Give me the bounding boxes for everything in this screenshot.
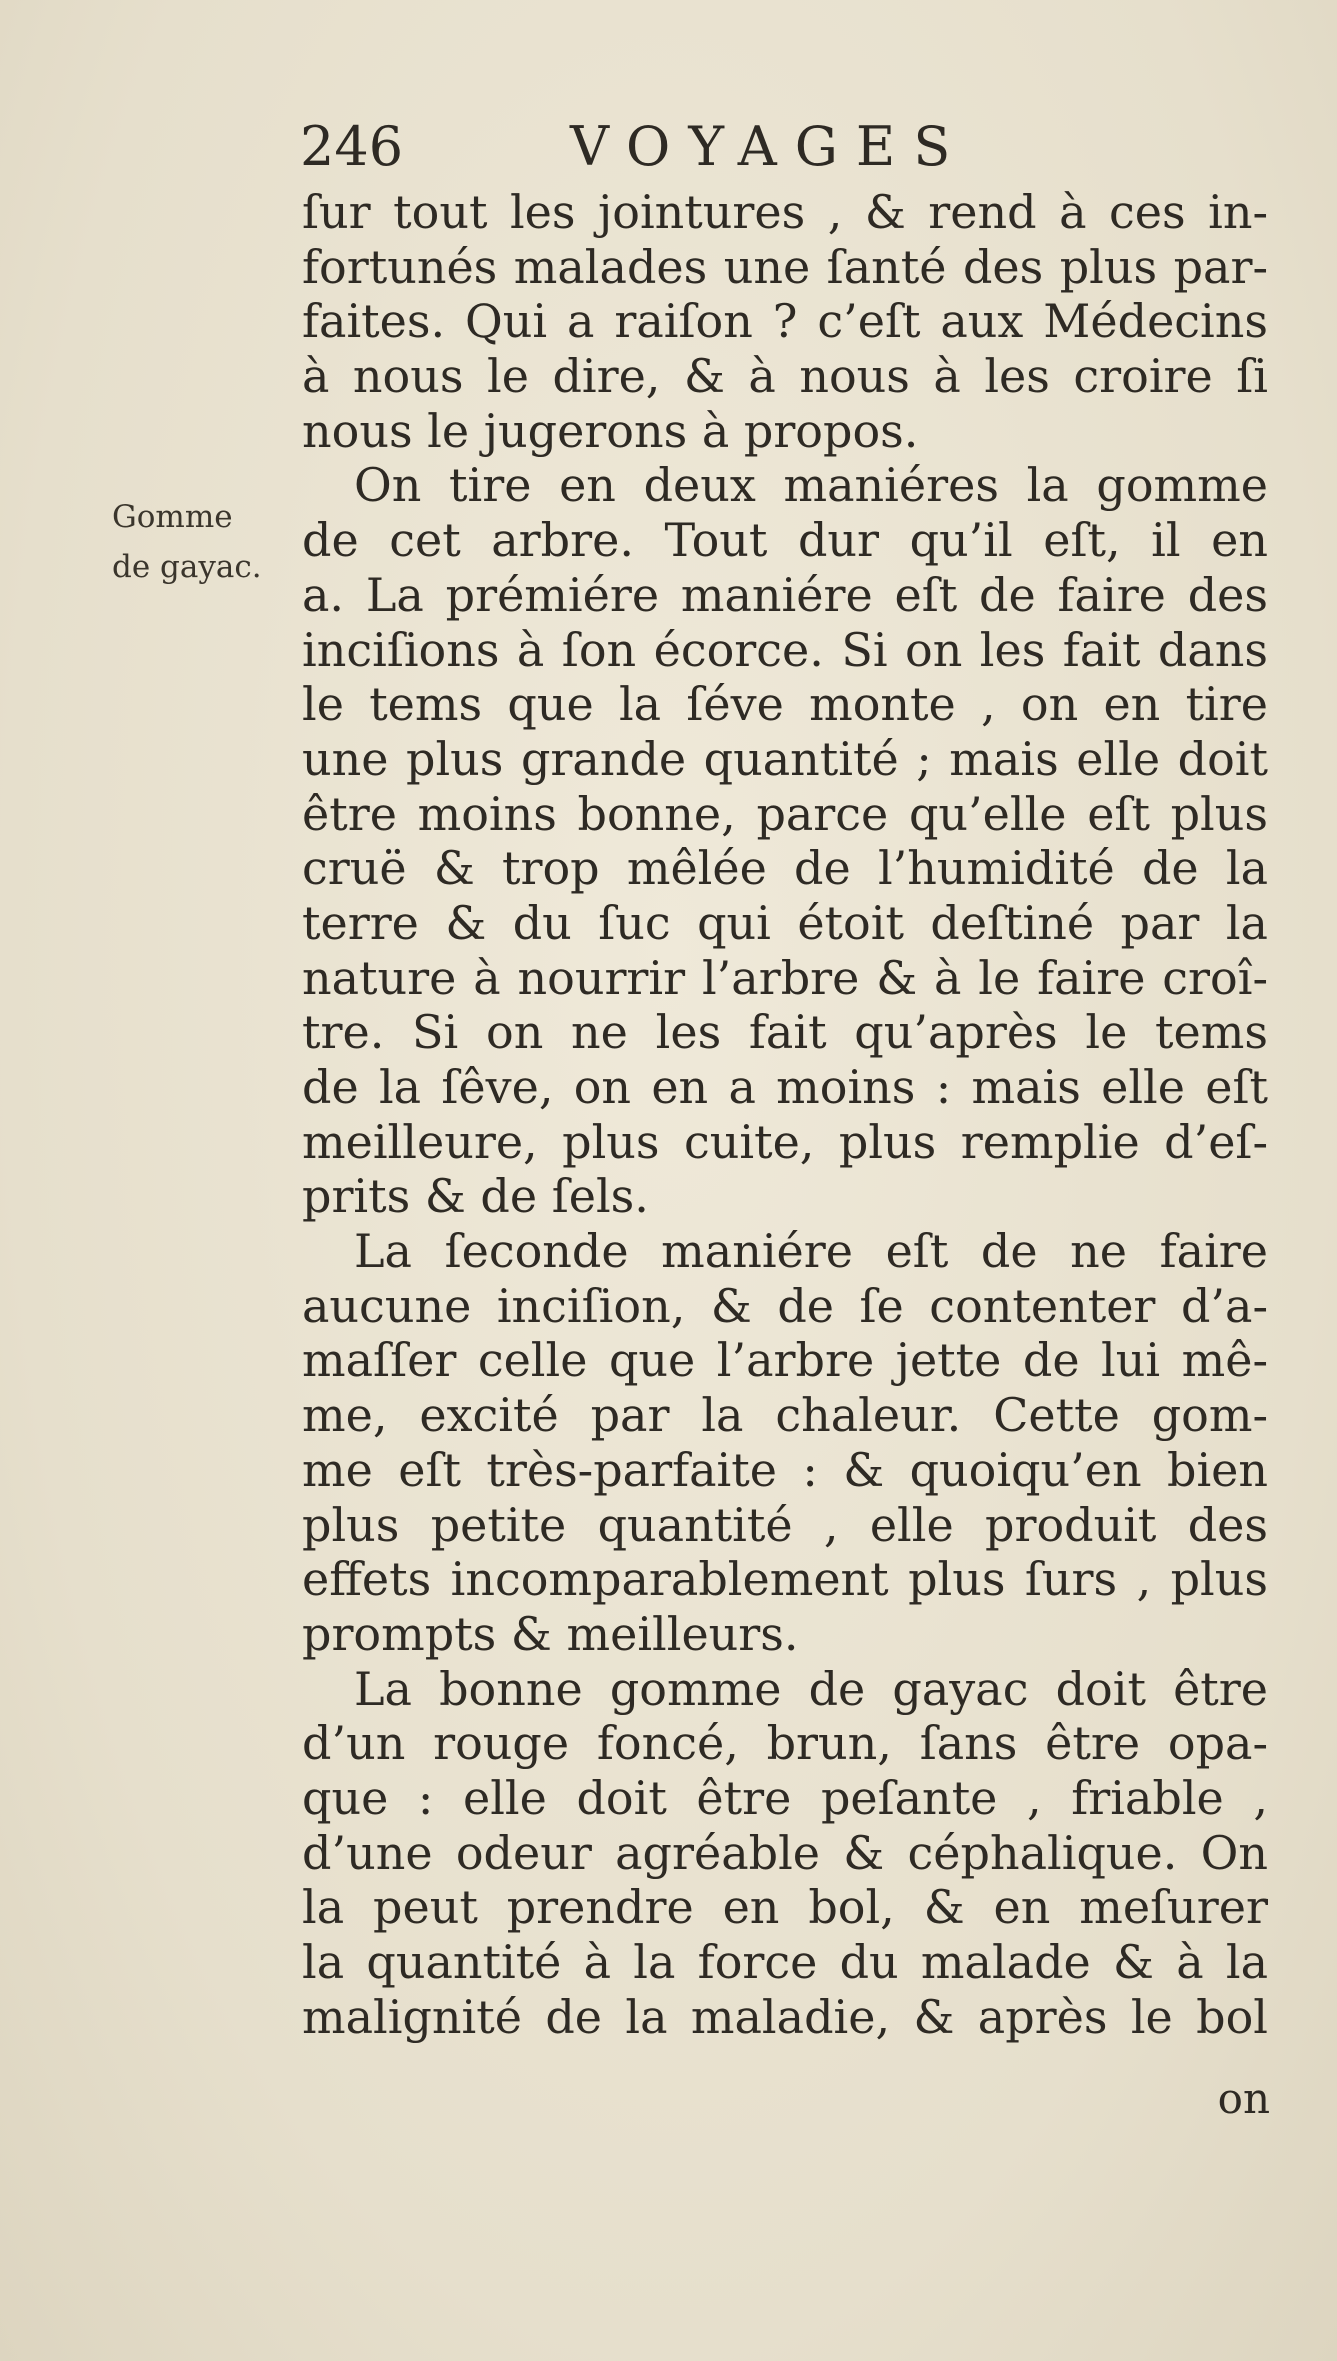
text-line: de la ſêve, on en a moins : mais elle eſt xyxy=(302,1060,1268,1114)
text-line: On tire en deux maniéres la gomme xyxy=(354,458,1268,513)
text-line: plus petite quantité , elle produit des xyxy=(302,1497,1268,1552)
text-line: être moins bonne, parce qu’elle eſt plus xyxy=(302,786,1268,841)
text-line: La bonne gomme de gayac doit être xyxy=(354,1661,1268,1716)
margin-note xyxy=(112,492,272,592)
text-line: inciſions à ſon écorce. Si on les fait dans xyxy=(302,622,1268,677)
text-line: tre. Si on ne les fait qu’après le tems xyxy=(302,1005,1268,1060)
text-line: me eſt très-parfaite : & quoiqu’en bien xyxy=(302,1442,1268,1497)
text-line: que : elle doit être peſante , friable , xyxy=(302,1770,1268,1825)
text-line: me, excité par la chaleur. Cette gom- xyxy=(302,1388,1268,1443)
text-line: La ſeconde maniére eſt de ne faire xyxy=(354,1224,1268,1279)
text-line: le tems que la ſéve monte , on en tire xyxy=(302,677,1268,732)
body-text xyxy=(302,185,1268,2044)
text-line: faites. Qui a raiſon ? c’eſt aux Médecins xyxy=(302,294,1268,349)
text-line: ſur tout les jointures , & rend à ces in- xyxy=(302,185,1268,239)
text-line: d’un rouge foncé, brun, ſans être opa- xyxy=(302,1716,1268,1771)
text-line: maſſer celle que l’arbre jette de lui mê- xyxy=(302,1333,1268,1388)
text-line: une plus grande quantité ; mais elle doit xyxy=(302,731,1268,786)
text-line: aucune inciſion, & de ſe contenter d’a- xyxy=(302,1278,1268,1333)
running-title: VOYAGES xyxy=(570,115,969,178)
text-line: fortunés malades une ſanté des plus par- xyxy=(302,239,1268,294)
page-number: 246 xyxy=(300,115,404,178)
text-line: meilleure, plus cuite, plus remplie d’eſ- xyxy=(302,1114,1268,1169)
text-line: malignité de la maladie, & après le bol xyxy=(302,1989,1268,2044)
text-line: la peut prendre en bol, & en meſurer xyxy=(302,1880,1268,1935)
text-line: nature à nourrir l’arbre & à le faire croî- xyxy=(302,950,1268,1005)
text-line: terre & du ſuc qui étoit deſtiné par la xyxy=(302,895,1268,950)
catchword: on xyxy=(1217,2074,1270,2123)
text-line: de cet arbre. Tout dur qu’il eſt, il en xyxy=(302,513,1268,568)
text-line: à nous le dire, & à nous à les croire ſi xyxy=(302,349,1268,404)
text-line: prits & de ſels. xyxy=(302,1169,649,1224)
text-line: nous le jugerons à propos. xyxy=(302,403,919,458)
text-line: la quantité à la force du malade & à la xyxy=(302,1935,1268,1989)
margin-note-line: de gayac. xyxy=(112,549,262,585)
text-line: effets incomparablement plus ſurs , plus xyxy=(302,1552,1268,1607)
text-line: a. La prémiére maniére eſt de faire des xyxy=(302,567,1268,622)
margin-note-line: Gomme xyxy=(112,499,233,535)
text-line: cruë & trop mêlée de l’humidité de la xyxy=(302,841,1268,896)
text-line: d’une odeur agréable & céphalique. On xyxy=(302,1825,1268,1880)
page-header xyxy=(300,112,980,182)
text-line: prompts & meilleurs. xyxy=(302,1606,799,1661)
